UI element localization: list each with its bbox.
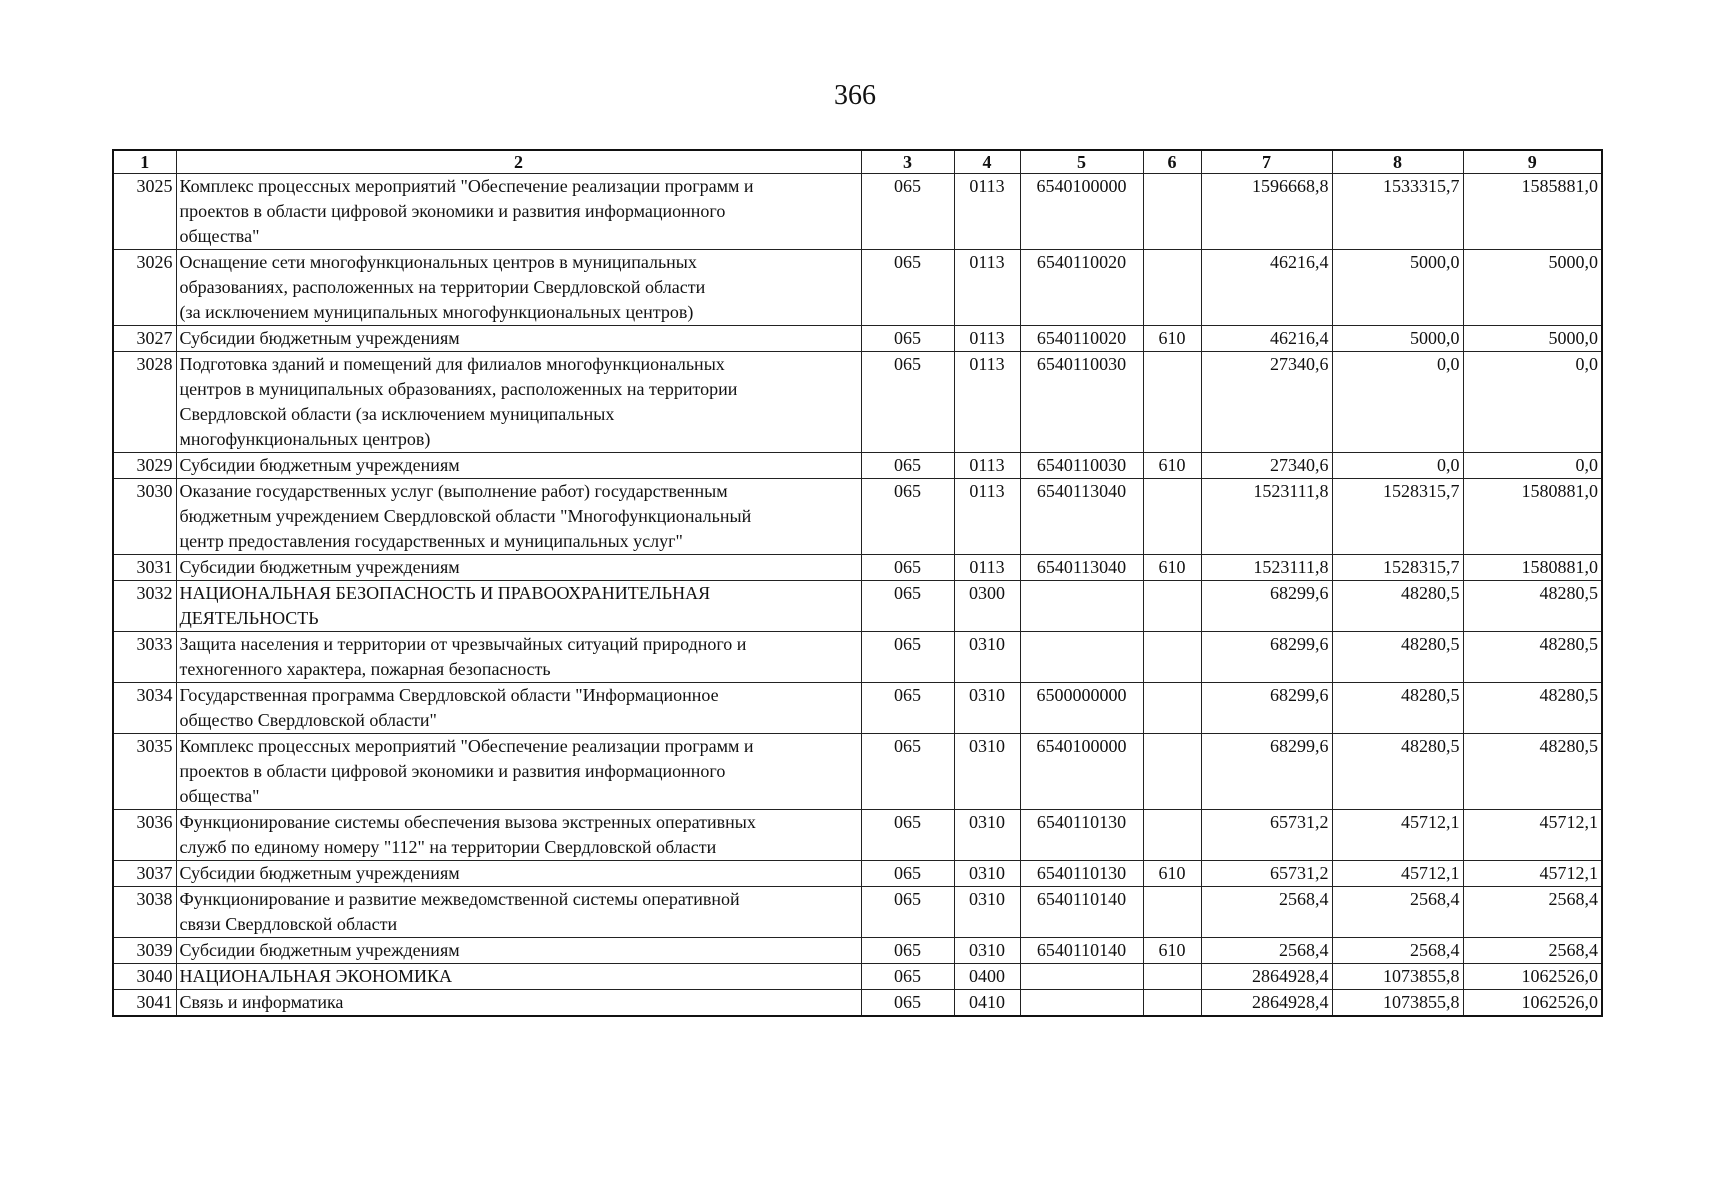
section-code: 0300	[954, 581, 1020, 632]
row-number: 3029	[113, 453, 176, 479]
department-code: 065	[861, 453, 954, 479]
table-row	[113, 174, 1602, 250]
row-number: 3026	[113, 250, 176, 326]
table-row	[113, 964, 1602, 990]
amount-col-7: 68299,6	[1201, 683, 1332, 734]
expense-type-code	[1143, 352, 1201, 453]
amount-col-8: 1073855,8	[1332, 964, 1463, 990]
amount-col-8: 48280,5	[1332, 581, 1463, 632]
row-number: 3041	[113, 990, 176, 1017]
expense-type-code: 610	[1143, 453, 1201, 479]
table-row	[113, 250, 1602, 326]
column-header: 6	[1143, 150, 1201, 174]
target-article-code: 6540110030	[1020, 352, 1143, 453]
amount-col-9: 0,0	[1463, 352, 1602, 453]
expense-type-code	[1143, 990, 1201, 1017]
item-name: НАЦИОНАЛЬНАЯ БЕЗОПАСНОСТЬ И ПРАВООХРАНИТЕЛЬНАЯ ДЕЯТЕЛЬНОСТЬ	[176, 581, 861, 632]
item-name: Оказание государственных услуг (выполнение работ) государственным бюджетным учреждением Свердловской области "Многофункциональный центр предоставления государственных и муниципальных услуг"	[176, 479, 861, 555]
expense-type-code	[1143, 810, 1201, 861]
row-number: 3035	[113, 734, 176, 810]
amount-col-8: 0,0	[1332, 453, 1463, 479]
table-row	[113, 453, 1602, 479]
amount-col-9: 5000,0	[1463, 326, 1602, 352]
amount-col-7: 1523111,8	[1201, 555, 1332, 581]
amount-col-7: 2864928,4	[1201, 964, 1332, 990]
item-name: Связь и информатика	[176, 990, 861, 1017]
row-number: 3037	[113, 861, 176, 887]
table-row	[113, 479, 1602, 555]
target-article-code: 6540100000	[1020, 734, 1143, 810]
row-number: 3036	[113, 810, 176, 861]
item-name: НАЦИОНАЛЬНАЯ ЭКОНОМИКА	[176, 964, 861, 990]
budget-table	[112, 149, 1603, 1017]
expense-type-code	[1143, 479, 1201, 555]
amount-col-8: 5000,0	[1332, 250, 1463, 326]
target-article-code	[1020, 581, 1143, 632]
column-header: 2	[176, 150, 861, 174]
item-name: Оснащение сети многофункциональных центров в муниципальных образованиях, расположенных на территории Свердловской области (за исключением муниципальных многофункциональных центров)	[176, 250, 861, 326]
department-code: 065	[861, 326, 954, 352]
amount-col-7: 65731,2	[1201, 810, 1332, 861]
table-row	[113, 734, 1602, 810]
section-code: 0310	[954, 887, 1020, 938]
section-code: 0113	[954, 352, 1020, 453]
row-number: 3032	[113, 581, 176, 632]
expense-type-code	[1143, 174, 1201, 250]
amount-col-9: 2568,4	[1463, 887, 1602, 938]
amount-col-9: 1580881,0	[1463, 479, 1602, 555]
section-code: 0113	[954, 555, 1020, 581]
row-number: 3025	[113, 174, 176, 250]
amount-col-8: 1073855,8	[1332, 990, 1463, 1017]
section-code: 0113	[954, 250, 1020, 326]
amount-col-7: 27340,6	[1201, 453, 1332, 479]
amount-col-8: 2568,4	[1332, 938, 1463, 964]
table-row	[113, 352, 1602, 453]
amount-col-9: 5000,0	[1463, 250, 1602, 326]
amount-col-7: 2864928,4	[1201, 990, 1332, 1017]
expense-type-code: 610	[1143, 555, 1201, 581]
department-code: 065	[861, 174, 954, 250]
item-name: Субсидии бюджетным учреждениям	[176, 453, 861, 479]
row-number: 3038	[113, 887, 176, 938]
department-code: 065	[861, 250, 954, 326]
target-article-code: 6500000000	[1020, 683, 1143, 734]
amount-col-8: 5000,0	[1332, 326, 1463, 352]
section-code: 0310	[954, 938, 1020, 964]
amount-col-8: 2568,4	[1332, 887, 1463, 938]
amount-col-9: 1580881,0	[1463, 555, 1602, 581]
expense-type-code: 610	[1143, 938, 1201, 964]
department-code: 065	[861, 683, 954, 734]
amount-col-8: 45712,1	[1332, 861, 1463, 887]
item-name: Комплекс процессных мероприятий "Обеспечение реализации программ и проектов в области цифровой экономики и развития информационного общества"	[176, 734, 861, 810]
item-name: Субсидии бюджетным учреждениям	[176, 861, 861, 887]
item-name: Функционирование системы обеспечения вызова экстренных оперативных служб по единому номеру "112" на территории Свердловской области	[176, 810, 861, 861]
row-number: 3034	[113, 683, 176, 734]
section-code: 0310	[954, 734, 1020, 810]
item-name: Функционирование и развитие межведомственной системы оперативной связи Свердловской области	[176, 887, 861, 938]
department-code: 065	[861, 887, 954, 938]
amount-col-7: 68299,6	[1201, 734, 1332, 810]
department-code: 065	[861, 734, 954, 810]
target-article-code: 6540110030	[1020, 453, 1143, 479]
amount-col-9: 48280,5	[1463, 683, 1602, 734]
amount-col-8: 1528315,7	[1332, 479, 1463, 555]
section-code: 0113	[954, 453, 1020, 479]
expense-type-code	[1143, 632, 1201, 683]
row-number: 3027	[113, 326, 176, 352]
amount-col-9: 0,0	[1463, 453, 1602, 479]
amount-col-7: 65731,2	[1201, 861, 1332, 887]
section-code: 0113	[954, 479, 1020, 555]
section-code: 0310	[954, 810, 1020, 861]
expense-type-code	[1143, 581, 1201, 632]
expense-type-code	[1143, 887, 1201, 938]
table-row	[113, 861, 1602, 887]
amount-col-9: 48280,5	[1463, 581, 1602, 632]
table-row	[113, 555, 1602, 581]
amount-col-7: 2568,4	[1201, 938, 1332, 964]
amount-col-9: 48280,5	[1463, 734, 1602, 810]
row-number: 3030	[113, 479, 176, 555]
amount-col-9: 1585881,0	[1463, 174, 1602, 250]
amount-col-7: 2568,4	[1201, 887, 1332, 938]
table-row	[113, 887, 1602, 938]
amount-col-8: 45712,1	[1332, 810, 1463, 861]
item-name: Защита населения и территории от чрезвычайных ситуаций природного и техногенного характера, пожарная безопасность	[176, 632, 861, 683]
target-article-code: 6540110140	[1020, 887, 1143, 938]
item-name: Комплекс процессных мероприятий "Обеспечение реализации программ и проектов в области цифровой экономики и развития информационного общества"	[176, 174, 861, 250]
table-row	[113, 326, 1602, 352]
expense-type-code	[1143, 683, 1201, 734]
department-code: 065	[861, 964, 954, 990]
target-article-code: 6540100000	[1020, 174, 1143, 250]
amount-col-9: 45712,1	[1463, 810, 1602, 861]
department-code: 065	[861, 479, 954, 555]
target-article-code	[1020, 964, 1143, 990]
department-code: 065	[861, 632, 954, 683]
amount-col-7: 46216,4	[1201, 326, 1332, 352]
section-code: 0410	[954, 990, 1020, 1017]
row-number: 3028	[113, 352, 176, 453]
table-row	[113, 632, 1602, 683]
target-article-code: 6540113040	[1020, 479, 1143, 555]
amount-col-9: 45712,1	[1463, 861, 1602, 887]
target-article-code: 6540110130	[1020, 810, 1143, 861]
item-name: Субсидии бюджетным учреждениям	[176, 555, 861, 581]
expense-type-code: 610	[1143, 861, 1201, 887]
table-row	[113, 938, 1602, 964]
page-number: 366	[834, 80, 876, 111]
amount-col-7: 68299,6	[1201, 581, 1332, 632]
expense-type-code: 610	[1143, 326, 1201, 352]
department-code: 065	[861, 555, 954, 581]
target-article-code	[1020, 990, 1143, 1017]
amount-col-9: 2568,4	[1463, 938, 1602, 964]
column-header: 9	[1463, 150, 1602, 174]
item-name: Субсидии бюджетным учреждениям	[176, 938, 861, 964]
amount-col-7: 68299,6	[1201, 632, 1332, 683]
row-number: 3039	[113, 938, 176, 964]
amount-col-8: 48280,5	[1332, 683, 1463, 734]
section-code: 0113	[954, 174, 1020, 250]
section-code: 0310	[954, 632, 1020, 683]
section-code: 0113	[954, 326, 1020, 352]
expense-type-code	[1143, 964, 1201, 990]
item-name: Субсидии бюджетным учреждениям	[176, 326, 861, 352]
item-name: Государственная программа Свердловской области "Информационное общество Свердловской области"	[176, 683, 861, 734]
table-row	[113, 990, 1602, 1017]
item-name: Подготовка зданий и помещений для филиалов многофункциональных центров в муниципальных образованиях, расположенных на территории Свердловской области (за исключением муниципальных многофункциональных центров)	[176, 352, 861, 453]
target-article-code: 6540110130	[1020, 861, 1143, 887]
section-code: 0310	[954, 861, 1020, 887]
row-number: 3033	[113, 632, 176, 683]
table-header-row	[113, 150, 1602, 174]
amount-col-7: 1596668,8	[1201, 174, 1332, 250]
department-code: 065	[861, 352, 954, 453]
column-header: 7	[1201, 150, 1332, 174]
section-code: 0400	[954, 964, 1020, 990]
table-body	[113, 174, 1602, 1017]
amount-col-9: 1062526,0	[1463, 964, 1602, 990]
target-article-code: 6540110140	[1020, 938, 1143, 964]
amount-col-8: 48280,5	[1332, 734, 1463, 810]
amount-col-8: 1533315,7	[1332, 174, 1463, 250]
department-code: 065	[861, 938, 954, 964]
table-row	[113, 683, 1602, 734]
amount-col-7: 1523111,8	[1201, 479, 1332, 555]
target-article-code: 6540110020	[1020, 326, 1143, 352]
amount-col-7: 46216,4	[1201, 250, 1332, 326]
department-code: 065	[861, 810, 954, 861]
table-row	[113, 581, 1602, 632]
amount-col-9: 48280,5	[1463, 632, 1602, 683]
amount-col-9: 1062526,0	[1463, 990, 1602, 1017]
column-header: 1	[113, 150, 176, 174]
expense-type-code	[1143, 734, 1201, 810]
table-row	[113, 810, 1602, 861]
column-header: 4	[954, 150, 1020, 174]
row-number: 3031	[113, 555, 176, 581]
target-article-code	[1020, 632, 1143, 683]
target-article-code: 6540113040	[1020, 555, 1143, 581]
amount-col-8: 48280,5	[1332, 632, 1463, 683]
column-header: 8	[1332, 150, 1463, 174]
department-code: 065	[861, 861, 954, 887]
department-code: 065	[861, 581, 954, 632]
expense-type-code	[1143, 250, 1201, 326]
row-number: 3040	[113, 964, 176, 990]
amount-col-8: 0,0	[1332, 352, 1463, 453]
section-code: 0310	[954, 683, 1020, 734]
department-code: 065	[861, 990, 954, 1017]
amount-col-8: 1528315,7	[1332, 555, 1463, 581]
amount-col-7: 27340,6	[1201, 352, 1332, 453]
target-article-code: 6540110020	[1020, 250, 1143, 326]
column-header: 5	[1020, 150, 1143, 174]
column-header: 3	[861, 150, 954, 174]
